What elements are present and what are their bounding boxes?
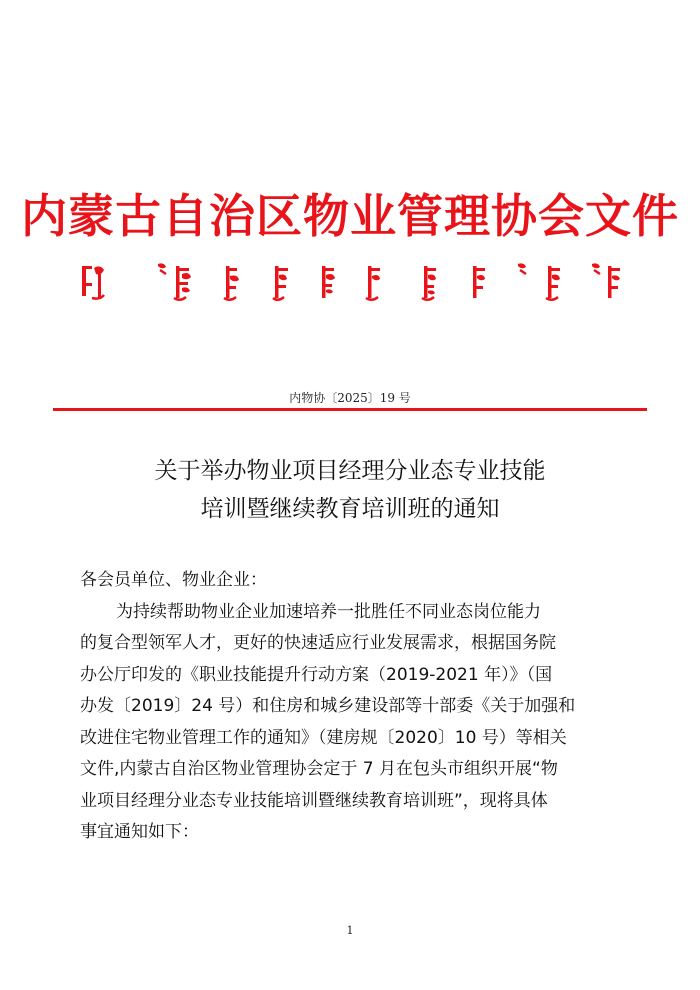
notice-title-line-2: 培训暨继续教育培训班的通知 xyxy=(200,496,500,522)
document-number: 内物协〔2025〕19 号 xyxy=(289,391,411,405)
salutation: 各会员单位、物业企业： xyxy=(80,570,267,590)
org-title: 内蒙古自治区物业管理协会文件 xyxy=(21,189,679,243)
body-line: 事宜通知如下： xyxy=(80,822,199,842)
mongolian-script-graphic xyxy=(78,260,623,304)
page-number: 1 xyxy=(346,924,354,937)
body-line: 办发〔2019〕24 号）和住房和城乡建设部等十部委《关于加强和 xyxy=(80,696,576,716)
notice-title-line-1: 关于举办物业项目经理分业态专业技能 xyxy=(154,458,546,484)
notice-title xyxy=(0,452,700,528)
red-divider-line xyxy=(53,408,647,411)
body-line: 文件,内蒙古自治区物业管理协会定于 7 月在包头市组织开展“物 xyxy=(80,759,558,779)
mongolian-script-title xyxy=(78,260,623,304)
body-line: 办公厅印发的《职业技能提升行动方案（2019-2021 年）》（国 xyxy=(80,664,553,685)
body-line: 改进住宅物业管理工作的通知》（建房规〔2020〕10 号）等相关 xyxy=(80,727,567,748)
body-line: 的复合型领军人才，更好的快速适应行业发展需求，根据国务院 xyxy=(80,633,556,653)
body-line: 业项目经理分业态专业技能培训暨继续教育培训班”，现将具体 xyxy=(80,790,548,811)
notice-body xyxy=(80,565,625,849)
body-line: 为持续帮助物业企业加速培养一批胜任不同业态岗位能力 xyxy=(116,601,541,622)
